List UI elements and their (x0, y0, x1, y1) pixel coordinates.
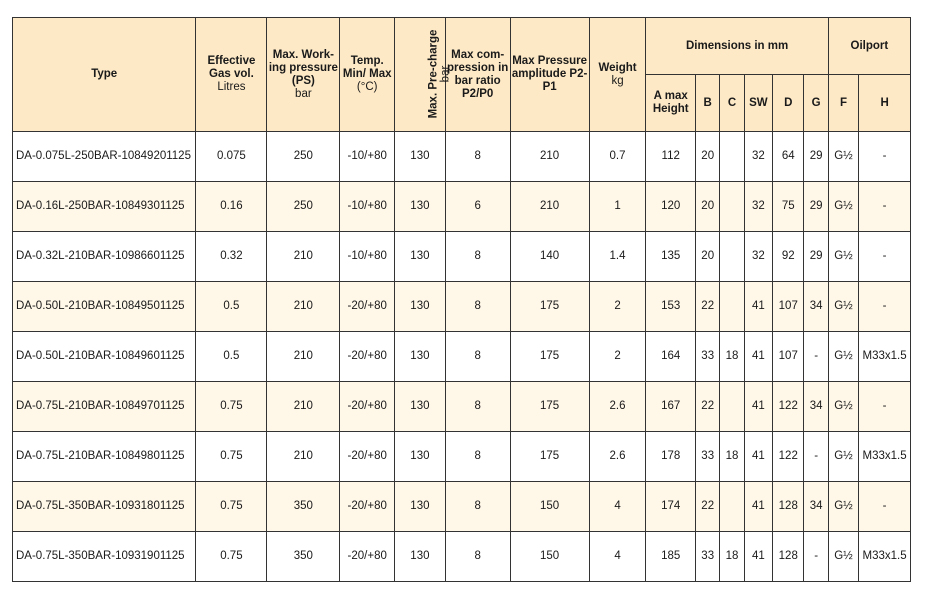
cell-g: 29 (804, 182, 828, 232)
cell-sw: 41 (744, 282, 772, 332)
cell-weight: 1 (589, 182, 646, 232)
cell-amp: 210 (510, 182, 589, 232)
cell-b: 20 (696, 232, 720, 282)
cell-sw: 41 (744, 382, 772, 432)
cell-h: - (859, 282, 911, 332)
col-header-oilport: Oilport (828, 18, 910, 75)
cell-temp: -20/+80 (340, 432, 395, 482)
cell-type: DA-0.75L-210BAR-10849801125 (13, 432, 196, 482)
cell-h: M33x1.5 (859, 432, 911, 482)
cell-g: 34 (804, 482, 828, 532)
cell-ps: 210 (267, 282, 340, 332)
cell-vol: 0.32 (196, 232, 267, 282)
cell-f: G½ (828, 282, 858, 332)
col-header-precharge: Max. Pre-charge bar (395, 18, 446, 132)
cell-f: G½ (828, 532, 858, 582)
cell-b: 20 (696, 182, 720, 232)
cell-h: - (859, 482, 911, 532)
cell-type: DA-0.075L-250BAR-10849201125 (13, 132, 196, 182)
col-header-weight: Weight kg (589, 18, 646, 132)
cell-g: 29 (804, 232, 828, 282)
table-row (13, 182, 911, 232)
cell-a: 164 (646, 332, 696, 382)
cell-ratio: 8 (445, 132, 510, 182)
cell-ps: 250 (267, 182, 340, 232)
cell-d: 128 (773, 532, 804, 582)
cell-b: 22 (696, 382, 720, 432)
cell-temp: -10/+80 (340, 232, 395, 282)
cell-amp: 175 (510, 432, 589, 482)
cell-ratio: 8 (445, 432, 510, 482)
cell-pre: 130 (395, 182, 446, 232)
cell-ratio: 6 (445, 182, 510, 232)
col-header-b: B (696, 75, 720, 132)
col-header-max-working: Max. Work-ing pressure (PS) bar (267, 18, 340, 132)
cell-a: 174 (646, 482, 696, 532)
table-row (13, 482, 911, 532)
cell-ratio: 8 (445, 482, 510, 532)
cell-ratio: 8 (445, 532, 510, 582)
cell-weight: 2 (589, 282, 646, 332)
cell-pre: 130 (395, 282, 446, 332)
table-row (13, 132, 911, 182)
cell-vol: 0.5 (196, 282, 267, 332)
cell-ps: 210 (267, 332, 340, 382)
cell-type: DA-0.16L-250BAR-10849301125 (13, 182, 196, 232)
cell-g: - (804, 332, 828, 382)
cell-ratio: 8 (445, 332, 510, 382)
cell-c (720, 482, 744, 532)
cell-sw: 32 (744, 232, 772, 282)
cell-sw: 41 (744, 532, 772, 582)
cell-d: 107 (773, 282, 804, 332)
cell-c: 18 (720, 332, 744, 382)
cell-b: 20 (696, 132, 720, 182)
cell-d: 128 (773, 482, 804, 532)
precharge-unit: bar (439, 65, 452, 83)
cell-sw: 41 (744, 432, 772, 482)
cell-sw: 41 (744, 482, 772, 532)
cell-type: DA-0.75L-350BAR-10931901125 (13, 532, 196, 582)
cell-g: - (804, 532, 828, 582)
cell-a: 178 (646, 432, 696, 482)
col-header-h: H (859, 75, 911, 132)
cell-h: - (859, 382, 911, 432)
col-header-max-pressure-amp: Max Pressure amplitude P2-P1 (510, 18, 589, 132)
cell-amp: 175 (510, 282, 589, 332)
cell-weight: 4 (589, 532, 646, 582)
cell-weight: 1.4 (589, 232, 646, 282)
cell-weight: 2.6 (589, 432, 646, 482)
cell-d: 92 (773, 232, 804, 282)
cell-f: G½ (828, 382, 858, 432)
cell-c (720, 282, 744, 332)
cell-f: G½ (828, 232, 858, 282)
cell-b: 33 (696, 432, 720, 482)
cell-type: DA-0.50L-210BAR-10849601125 (13, 332, 196, 382)
cell-ps: 210 (267, 382, 340, 432)
cell-b: 33 (696, 532, 720, 582)
cell-weight: 4 (589, 482, 646, 532)
cell-h: - (859, 232, 911, 282)
cell-pre: 130 (395, 232, 446, 282)
cell-a: 185 (646, 532, 696, 582)
cell-vol: 0.5 (196, 332, 267, 382)
cell-d: 64 (773, 132, 804, 182)
cell-d: 75 (773, 182, 804, 232)
cell-ps: 210 (267, 432, 340, 482)
cell-weight: 2.6 (589, 382, 646, 432)
cell-pre: 130 (395, 432, 446, 482)
cell-pre: 130 (395, 332, 446, 382)
cell-a: 135 (646, 232, 696, 282)
cell-f: G½ (828, 482, 858, 532)
cell-pre: 130 (395, 382, 446, 432)
cell-sw: 41 (744, 332, 772, 382)
cell-amp: 175 (510, 382, 589, 432)
cell-amp: 210 (510, 132, 589, 182)
cell-g: - (804, 432, 828, 482)
cell-d: 107 (773, 332, 804, 382)
cell-weight: 2 (589, 332, 646, 382)
cell-pre: 130 (395, 132, 446, 182)
col-header-f: F (828, 75, 858, 132)
cell-ps: 250 (267, 132, 340, 182)
cell-pre: 130 (395, 532, 446, 582)
table-row (13, 382, 911, 432)
cell-h: - (859, 182, 911, 232)
cell-type: DA-0.75L-210BAR-10849701125 (13, 382, 196, 432)
cell-pre: 130 (395, 482, 446, 532)
weight-unit: kg (611, 74, 624, 87)
cell-g: 34 (804, 382, 828, 432)
cell-vol: 0.75 (196, 382, 267, 432)
cell-c (720, 132, 744, 182)
cell-f: G½ (828, 182, 858, 232)
cell-a: 120 (646, 182, 696, 232)
cell-ps: 350 (267, 532, 340, 582)
cell-b: 22 (696, 482, 720, 532)
col-header-gas-vol: Effective Gas vol. Litres (196, 18, 267, 132)
cell-type: DA-0.50L-210BAR-10849501125 (13, 282, 196, 332)
cell-h: M33x1.5 (859, 332, 911, 382)
cell-amp: 150 (510, 532, 589, 582)
cell-g: 29 (804, 132, 828, 182)
cell-c (720, 232, 744, 282)
cell-b: 22 (696, 282, 720, 332)
col-header-max-compression: Max com-pression in bar ratio P2/P0 (445, 18, 510, 132)
cell-temp: -20/+80 (340, 382, 395, 432)
cell-vol: 0.075 (196, 132, 267, 182)
cell-amp: 150 (510, 482, 589, 532)
cell-vol: 0.75 (196, 532, 267, 582)
table-row (13, 432, 911, 482)
cell-h: M33x1.5 (859, 532, 911, 582)
col-header-a: A max Height (646, 75, 696, 132)
cell-c: 18 (720, 532, 744, 582)
cell-type: DA-0.32L-210BAR-10986601125 (13, 232, 196, 282)
cell-temp: -10/+80 (340, 132, 395, 182)
cell-ratio: 8 (445, 382, 510, 432)
cell-vol: 0.75 (196, 482, 267, 532)
cell-amp: 140 (510, 232, 589, 282)
cell-f: G½ (828, 432, 858, 482)
cell-sw: 32 (744, 182, 772, 232)
cell-c: 18 (720, 432, 744, 482)
cell-d: 122 (773, 382, 804, 432)
cell-temp: -20/+80 (340, 332, 395, 382)
cell-c (720, 182, 744, 232)
cell-g: 34 (804, 282, 828, 332)
cell-temp: -20/+80 (340, 282, 395, 332)
col-header-sw: SW (744, 75, 772, 132)
cell-d: 122 (773, 432, 804, 482)
cell-f: G½ (828, 332, 858, 382)
cell-amp: 175 (510, 332, 589, 382)
cell-vol: 0.16 (196, 182, 267, 232)
table-row (13, 532, 911, 582)
cell-ps: 210 (267, 232, 340, 282)
cell-h: - (859, 132, 911, 182)
temp-unit: (°C) (356, 81, 378, 93)
cell-c (720, 382, 744, 432)
cell-f: G½ (828, 132, 858, 182)
cell-b: 33 (696, 332, 720, 382)
cell-vol: 0.75 (196, 432, 267, 482)
cell-a: 112 (646, 132, 696, 182)
cell-temp: -20/+80 (340, 532, 395, 582)
col-header-temp: Temp. Min/ Max (°C) (340, 18, 395, 132)
cell-temp: -20/+80 (340, 482, 395, 532)
cell-sw: 32 (744, 132, 772, 182)
max-working-unit: bar (295, 87, 312, 100)
cell-type: DA-0.75L-350BAR-10931801125 (13, 482, 196, 532)
table-row (13, 232, 911, 282)
cell-weight: 0.7 (589, 132, 646, 182)
cell-a: 167 (646, 382, 696, 432)
cell-ratio: 8 (445, 282, 510, 332)
col-header-dimensions: Dimensions in mm (646, 18, 828, 75)
col-header-g: G (804, 75, 828, 132)
cell-ratio: 8 (445, 232, 510, 282)
table-row (13, 282, 911, 332)
table-row (13, 332, 911, 382)
col-header-d: D (773, 75, 804, 132)
cell-ps: 350 (267, 482, 340, 532)
accumulator-spec-table (12, 17, 911, 582)
gas-vol-unit: Litres (217, 81, 246, 93)
cell-temp: -10/+80 (340, 182, 395, 232)
cell-a: 153 (646, 282, 696, 332)
col-header-c: C (720, 75, 744, 132)
col-header-type: Type (13, 18, 196, 132)
header-row-top (13, 18, 911, 75)
